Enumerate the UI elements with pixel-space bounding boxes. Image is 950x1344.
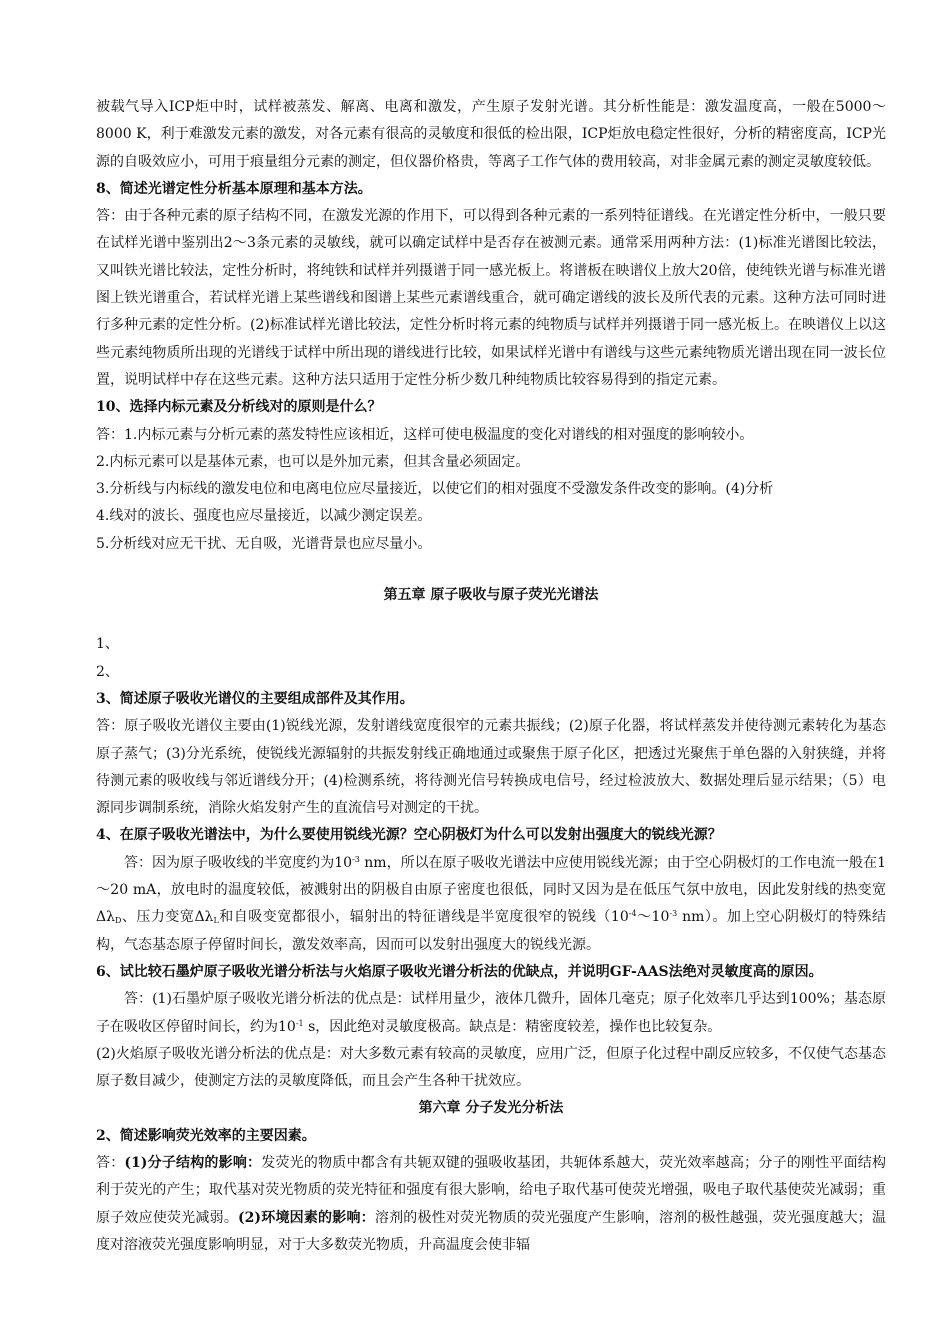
subscript: L xyxy=(213,916,219,926)
answer-4-text-f: nm）。加上空心阴极灯的特殊结构，气态基态原子停留时间长，激发效率高，因而可以发射出强度大的锐线光源。 xyxy=(96,909,886,953)
heading-environment: (2)环境因素的影响： xyxy=(238,1209,375,1226)
answer-2 xyxy=(96,1150,886,1259)
question-2: 2、简述影响荧光效率的主要因素。 xyxy=(96,1127,316,1144)
answer-4-text-e: ～10 xyxy=(636,909,670,926)
answer-3: 答：原子吸收光谱仪主要由(1)锐线光源，发射谱线宽度很窄的元素共振线；(2)原子化器，将试样蒸发并使待测元素转化为基态原子蒸气；(3)分光系统，使锐线光源辐射的共振发射线正确地通过或聚焦于原子化区，把透过光聚焦于单色器的入射狭缝，并将待测元素的吸收线与邻近谱线分开；(4)检测系统，将待测光信号转换成电信号，经过检波放大、数据处理后显示结果；（5）电源同步调制系统，消除火焰发射产生的直流信号对测定的干扰。 xyxy=(96,718,886,817)
answer-8: 答：由于各种元素的原子结构不同，在激发光源的作用下，可以得到各种元素的一系列特征谱线。在光谱定性分析中，一般只要在试样光谱中鉴别出2～3条元素的灵敏线，就可以确定试样中是否存在被测元素。通常采用两种方法：(1)标准光谱图比较法，又叫铁光谱比较法，定性分析时，将纯铁和试样并列摄谱于同一感光板上。将谱板在映谱仪上放大20倍，使纯铁光谱与标准光谱图上铁光谱重合，若试样光谱上某些谱线和图谱上某些元素谱线重合，就可确定谱线的波长及所代表的元素。这种方法可同时进行多种元素的定性分析。(2)标准试样光谱比较法，定性分析时将元素的纯物质与试样并列摄谱于同一感光板上。在映谱仪上以这些元素纯物质所出现的光谱线于试样中所出现的谱线进行比较，如果试样光谱中有谱线与这些元素纯物质光谱出现在同一波长位置，说明试样中存在这些元素。这种方法只适用于定性分析少数几种纯物质比较容易得到的指定元素。 xyxy=(96,208,886,388)
answer-4 xyxy=(96,850,886,959)
answer-6-part-1 xyxy=(96,986,886,1041)
question-10: 10、选择内标元素及分析线对的原则是什么？ xyxy=(96,399,382,416)
answer-10-item-1: 答：1.内标元素与分析元素的蒸发特性应该相近，这样可使电极温度的变化对谱线的相对强度的影响较小。 xyxy=(96,426,754,443)
answer-4-text-a: 答：因为原子吸收线的半宽度约为10 xyxy=(124,854,353,871)
answer-10-item-4: 4.线对的波长、强度也应尽量接近，以减少测定误差。 xyxy=(96,508,432,525)
answer-10-item-5: 5.分析线对应无干扰、无自吸，光谱背景也应尽量小。 xyxy=(96,535,432,552)
paragraph-icp: 被载气导入ICP炬中时，试样被蒸发、解离、电离和激发，产生原子发射光谱。其分析性能是：激发温度高，一般在5000～8000 K，利于难激发元素的激发，对各元素有很高的灵敏度和很低的检出限，ICP炬放电稳定性很好，分析的精密度高，ICP光源的自吸效应小，可用于痕量组分元素的测定，但仪器价格贵，等离子工作气体的费用较高，对非金属元素的测定灵敏度较低。 xyxy=(96,99,886,170)
question-1-empty: 1、 xyxy=(96,636,119,653)
question-2-empty: 2、 xyxy=(96,663,119,680)
answer-2-text-2: 溶剂的极性对荧光物质的荧光强度产生影响，溶剂的极性越强，荧光强度越大；温度对溶液荧光强度影响明显，对于大多数荧光物质，升高温度会使非辐 xyxy=(96,1209,887,1253)
subscript: D xyxy=(114,916,122,926)
answer-4-text-d: 和自吸变宽都很小，辐射出的特征谱线是半宽度很窄的锐线（10 xyxy=(218,909,629,926)
answer-6-text-b: s，因此绝对灵敏度极高。缺点是：精密度较差，操作也比较复杂。 xyxy=(303,1018,722,1035)
answer-2-text-1: 发荧光的物质中都含有共轭双键的强吸收基团，共轭体系越大，荧光效率越高；分子的刚性平面结构利于荧光的产生；取代基对荧光物质的荧光特征和强度有很大影响，给电子取代基可使荧光增强，吸电子取代基使荧光减弱；重原子效应使荧光减弱。 xyxy=(96,1154,887,1226)
chapter-6-heading: 第六章 分子发光分析法 xyxy=(418,1100,564,1117)
question-3: 3、简述原子吸收光谱仪的主要组成部件及其作用。 xyxy=(96,690,414,707)
answer-6-part-2: (2)火焰原子吸收光谱分析法的优点是：对大多数元素有较高的灵敏度，应用广泛，但原子化过程中副反应较多，不仅使气态基态原子数目减少，使测定方法的灵敏度降低，而且会产生各种干扰效应。 xyxy=(96,1045,886,1090)
question-4: 4、在原子吸收光谱法中，为什么要使用锐线光源？空心阴极灯为什么可以发射出强度大的锐线光源？ xyxy=(96,827,722,844)
answer-4-text-c: 、压力变宽Δλ xyxy=(121,909,214,926)
question-8: 8、简述光谱定性分析基本原理和基本方法。 xyxy=(96,180,372,197)
exponent: -4 xyxy=(628,909,637,919)
answer-10-item-3: 3.分析线与内标线的激发电位和电离电位应尽量接近，以使它们的相对强度不受激发条件改变的影响。(4)分析 xyxy=(96,481,774,498)
heading-molecular-structure: (1)分子结构的影响： xyxy=(124,1154,262,1171)
page-content xyxy=(96,94,886,1259)
exponent: -1 xyxy=(295,1018,304,1028)
answer-4-text-b: nm，所以在原子吸收光谱法中应使用锐线光源；由于空心阴极灯的工作电流一般在1～20 mA，放电时的温度较低，被溅射出的阴极自由原子密度也很低，同时又因为是在低压气氛中放电，因此发射线的热变宽Δλ xyxy=(96,854,886,926)
question-6: 6、试比较石墨炉原子吸收光谱分析法与火焰原子吸收光谱分析法的优缺点，并说明GF-AAS法绝对灵敏度高的原因。 xyxy=(96,963,823,980)
exponent: -3 xyxy=(669,909,678,919)
answer-prefix: 答： xyxy=(96,1154,125,1171)
exponent: -3 xyxy=(352,854,360,864)
answer-6-text-a: 答：(1)石墨炉原子吸收光谱分析法的优点是：试样用量少，液体几微升，固体几毫克；原子化效率几乎达到100%；基态原子在吸收区停留时间长，约为10 xyxy=(96,991,886,1035)
answer-10-item-2: 2.内标元素可以是基体元素，也可以是外加元素，但其含量必须固定。 xyxy=(96,453,530,470)
chapter-5-heading: 第五章 原子吸收与原子荧光光谱法 xyxy=(383,587,599,604)
